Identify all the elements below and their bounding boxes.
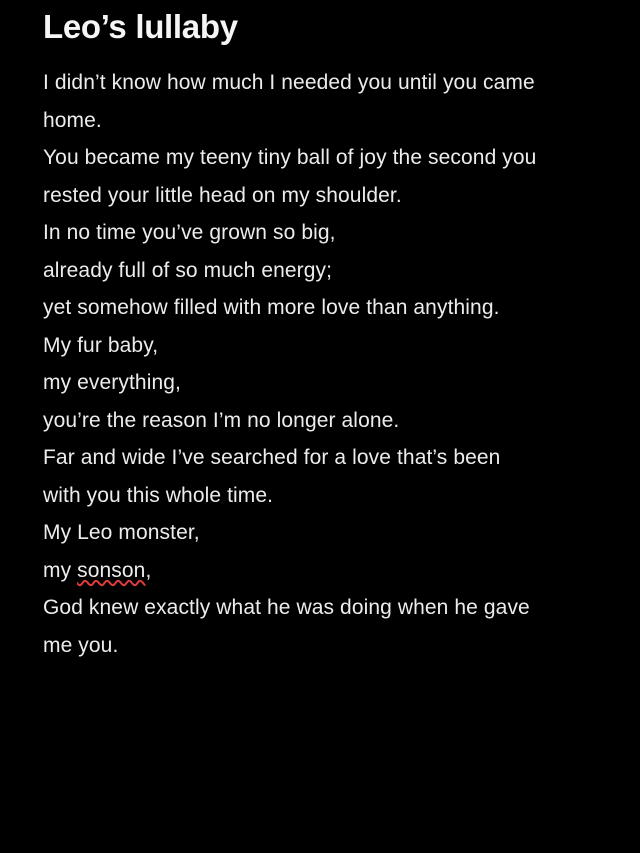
note-body[interactable]: [43, 64, 618, 664]
note-line: home.: [43, 108, 102, 132]
note-line: with you this whole time.: [43, 483, 274, 507]
note-line-sonson: [43, 552, 618, 590]
note-line: yet somehow filled with more love than anything.: [43, 296, 500, 319]
note-line: rested your little head on my shoulder.: [43, 183, 402, 207]
note-line: God knew exactly what he was doing when he gave: [43, 596, 530, 619]
note-line: me you.: [43, 633, 119, 657]
note-title[interactable]: Leo’s lullaby: [43, 8, 238, 45]
note-document[interactable]: [43, 6, 618, 664]
note-line: Far and wide I’ve searched for a love that’s been: [43, 446, 501, 469]
misspelled-word[interactable]: sonson: [77, 558, 146, 582]
note-line: you’re the reason I’m no longer alone.: [43, 408, 400, 432]
note-line: You became my teeny tiny ball of joy the second you: [43, 146, 537, 169]
note-line: My fur baby,: [43, 333, 159, 357]
note-line: My Leo monster,: [43, 521, 200, 544]
note-line: my everything,: [43, 371, 181, 394]
sonson-suffix: ,: [145, 558, 152, 582]
note-line: I didn’t know how much I needed you until you came: [43, 71, 535, 94]
note-line: already full of so much energy;: [43, 258, 333, 282]
sonson-prefix: my: [43, 558, 78, 582]
note-line: In no time you’ve grown so big,: [43, 221, 336, 244]
